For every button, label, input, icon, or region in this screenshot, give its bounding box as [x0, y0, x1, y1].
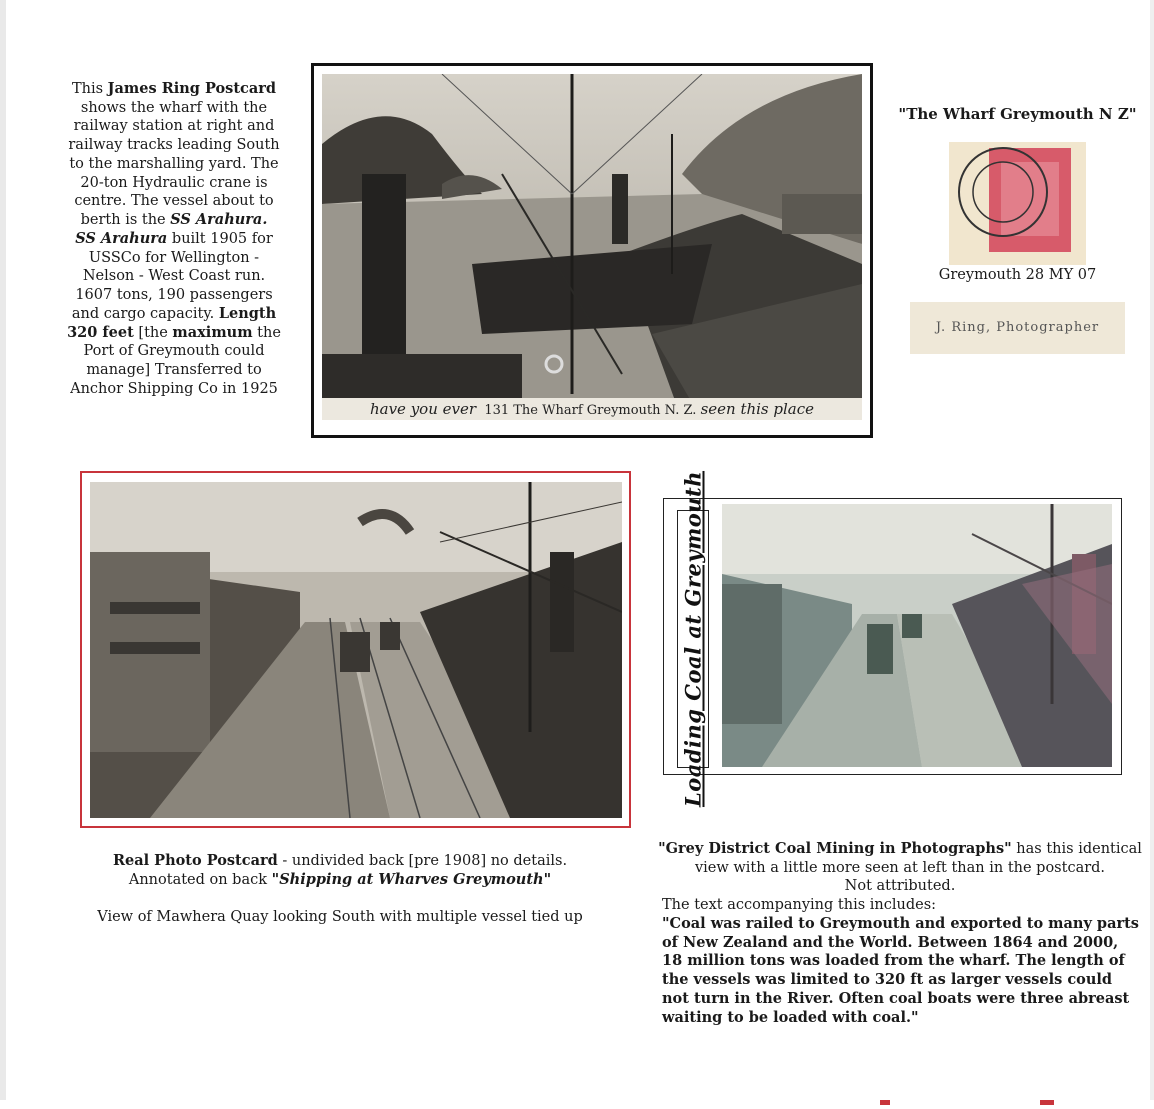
postmark-stamp	[949, 142, 1086, 265]
mawhera-quay-photo	[90, 482, 622, 818]
real-photo-postcard-frame	[80, 471, 631, 828]
james-ring-postcard-label: James Ring Postcard	[107, 80, 277, 97]
page-edge-right	[1150, 0, 1154, 1100]
ring-postcard-frame	[311, 63, 873, 438]
postmark-caption: Greymouth 28 MY 07	[938, 267, 1097, 283]
wharf-title: "The Wharf Greymouth N Z"	[898, 105, 1137, 123]
page-corner-marks	[880, 1090, 1080, 1100]
book-text-intro: The text accompanying this includes:	[662, 897, 937, 913]
arahura-description: SS Arahura built 1905 for USSCo for Wellington - Nelson - West Coast run. 1607 tons, 190 passengers and cargo capacity. Length 320 feet [the maximum the Port of Greymouth could manage] Transferred to Anchor Shipping Co in 1925	[67, 230, 281, 397]
real-photo-caption: Real Photo Postcard - undivided back [pre 1908] no details. Annotated on back "Shipping at Wharves Greymouth"	[112, 852, 568, 888]
ship-name: SS Arahura.	[170, 210, 268, 228]
loading-coal-label: Loading Coal at Greymouth	[677, 510, 709, 768]
ring-postcard-description: This James Ring Postcard shows the wharf with the railway station at right and railway tracks leading South to the marshalling yard. The 20-ton Hydraulic crane is centre. The vessel about to berth is the SS Arahura.	[68, 80, 280, 228]
postcard-caption-strip: have you ever 131 The Wharf Greymouth N. Z. seen this place	[322, 398, 862, 420]
book-quote: "Coal was railed to Greymouth and exported to many parts of New Zealand and the World. Between 1864 and 2000, 18 million tons was loaded from the wharf. The length of the vessels was limited to 320 ft as larger vessels could not turn in the River. Often coal boats were three abreast waiting to be loaded with coal."	[662, 915, 1139, 1026]
photographer-credit: J. Ring, Photographer	[910, 302, 1125, 354]
wharf-greymouth-photo	[322, 74, 862, 420]
page-edge-left	[0, 0, 6, 1100]
loading-coal-photo	[722, 504, 1112, 767]
mawhera-quay-caption: View of Mawhera Quay looking South with multiple vessel tied up	[97, 909, 583, 925]
book-reference-caption: "Grey District Coal Mining in Photographs" has this identical view with a little more seen at left than in the postcard. Not attributed.	[658, 840, 1142, 895]
